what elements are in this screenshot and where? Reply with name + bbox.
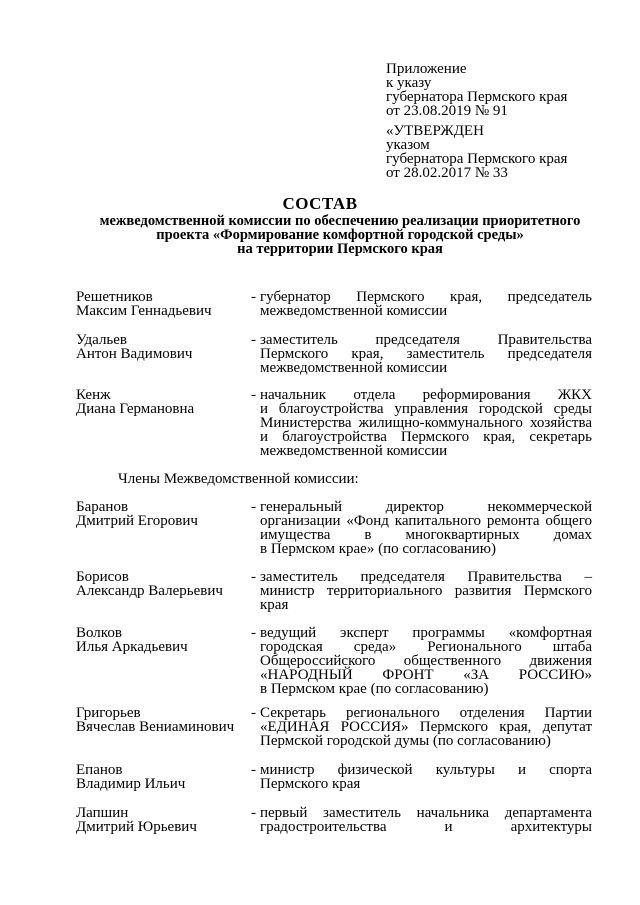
person-name [76,333,254,361]
role-line: в Пермском крае» (по согласованию) [260,541,497,557]
given-names: Вячеслав Вениаминович [76,719,235,735]
surname: Епанов [76,762,123,778]
surname: Кенж [76,387,111,403]
document-subtitle [60,214,620,256]
surname: Григорьев [76,705,141,721]
appendix-block [386,62,567,118]
role-line: и благоустройства Пермского края, секретарь [260,429,592,445]
role-line: министр физической культуры и спорта [260,762,592,778]
role-line: межведомственной комиссии [260,360,448,376]
role-line: Пермского края [260,776,361,792]
dash: - [251,625,256,641]
person-role [260,333,592,375]
surname: Борисов [76,569,129,585]
person-role [260,388,592,458]
person-role [260,500,592,556]
role-line: губернатор Пермского края, председатель [260,289,592,305]
surname: Лапшин [76,805,129,821]
approval-line: «УТВЕРЖДЕН [386,123,484,139]
person-name [76,763,254,791]
role-line: Пермского края, заместитель председателя [260,346,592,362]
surname: Решетников [76,289,153,305]
person-role [260,626,592,696]
dash: - [251,569,256,585]
dash: - [251,289,256,305]
appendix-line: Приложение [386,61,467,77]
given-names: Антон Вадимович [76,346,193,362]
subtitle-line: проекта «Формирование комфортной городской среды» [156,227,524,243]
role-line: Секретарь регионального отделения Партии [260,705,592,721]
given-names: Дмитрий Егорович [76,513,198,529]
surname: Удальев [76,332,128,348]
given-names: Максим Геннадьевич [76,303,212,319]
role-line: «НАРОДНЫЙ ФРОНТ «ЗА РОССИЮ» [260,667,592,683]
role-line: заместитель председателя Правительства – [260,569,592,585]
person-role [260,706,592,748]
dash: - [251,805,256,821]
given-names: Александр Валерьевич [76,583,223,599]
role-line: «ЕДИНАЯ РОССИЯ» Пермского края, депутат [260,719,592,735]
dash: - [251,499,256,515]
subtitle-line: межведомственной комиссии по обеспечению реализации приоритетного [99,213,581,229]
person-name [76,290,254,318]
dash: - [251,332,256,348]
role-line: в Пермском крае (по согласованию) [260,681,489,697]
person-name [76,388,254,416]
person-name [76,806,254,834]
surname: Баранов [76,499,129,515]
given-names: Диана Германовна [76,401,195,417]
person-role [260,290,592,318]
surname: Волков [76,625,122,641]
role-line: заместитель председателя Правительства [260,332,592,348]
given-names: Владимир Ильич [76,776,186,792]
person-name [76,626,254,654]
role-line: межведомственной комиссии [260,443,448,459]
dash: - [251,387,256,403]
role-line: Министерства жилищно-коммунального хозяйства [260,415,592,431]
members-heading: Члены Межведомственной комиссии: [118,471,359,487]
role-line: края [260,597,289,613]
document-title: СОСТАВ [282,194,358,213]
dash: - [251,762,256,778]
appendix-line: от 23.08.2019 № 91 [386,103,508,119]
appendix-line: к указу [386,75,432,91]
appendix-line: губернатора Пермского края [386,89,568,105]
role-line: первый заместитель начальника департамента [260,805,592,821]
subtitle-line: на территории Пермского края [237,241,443,257]
role-line: имущества в многоквартирных домах [260,527,592,543]
person-role [260,570,592,612]
person-role [260,806,592,834]
person-name [76,500,254,528]
given-names: Илья Аркадьевич [76,639,188,655]
approval-line: губернатора Пермского края [386,151,568,167]
role-line: городская среда» Регионального штаба [260,639,592,655]
role-line: организации «Фонд капитального ремонта общего [260,513,592,529]
role-line: министр территориального развития Пермского [260,583,592,599]
given-names: Дмитрий Юрьевич [76,819,197,835]
role-line: Пермской городской думы (по согласованию) [260,733,551,749]
role-line: и благоустройства управления городской среды [260,401,592,417]
approval-line: указом [386,137,430,153]
role-line: Общероссийского общественного движения [260,653,592,669]
person-name [76,706,254,734]
dash: - [251,705,256,721]
person-role [260,763,592,791]
role-line: начальник отдела реформирования ЖКХ [260,387,592,403]
role-line: межведомственной комиссии [260,303,448,319]
role-line: ведущий эксперт программы «комфортная [260,625,592,641]
person-name [76,570,254,598]
approval-block [386,124,567,180]
role-line: градостроительства и архитектуры [260,819,592,835]
role-line: генеральный директор некоммерческой [260,499,592,515]
approval-line: от 28.02.2017 № 33 [386,165,508,181]
